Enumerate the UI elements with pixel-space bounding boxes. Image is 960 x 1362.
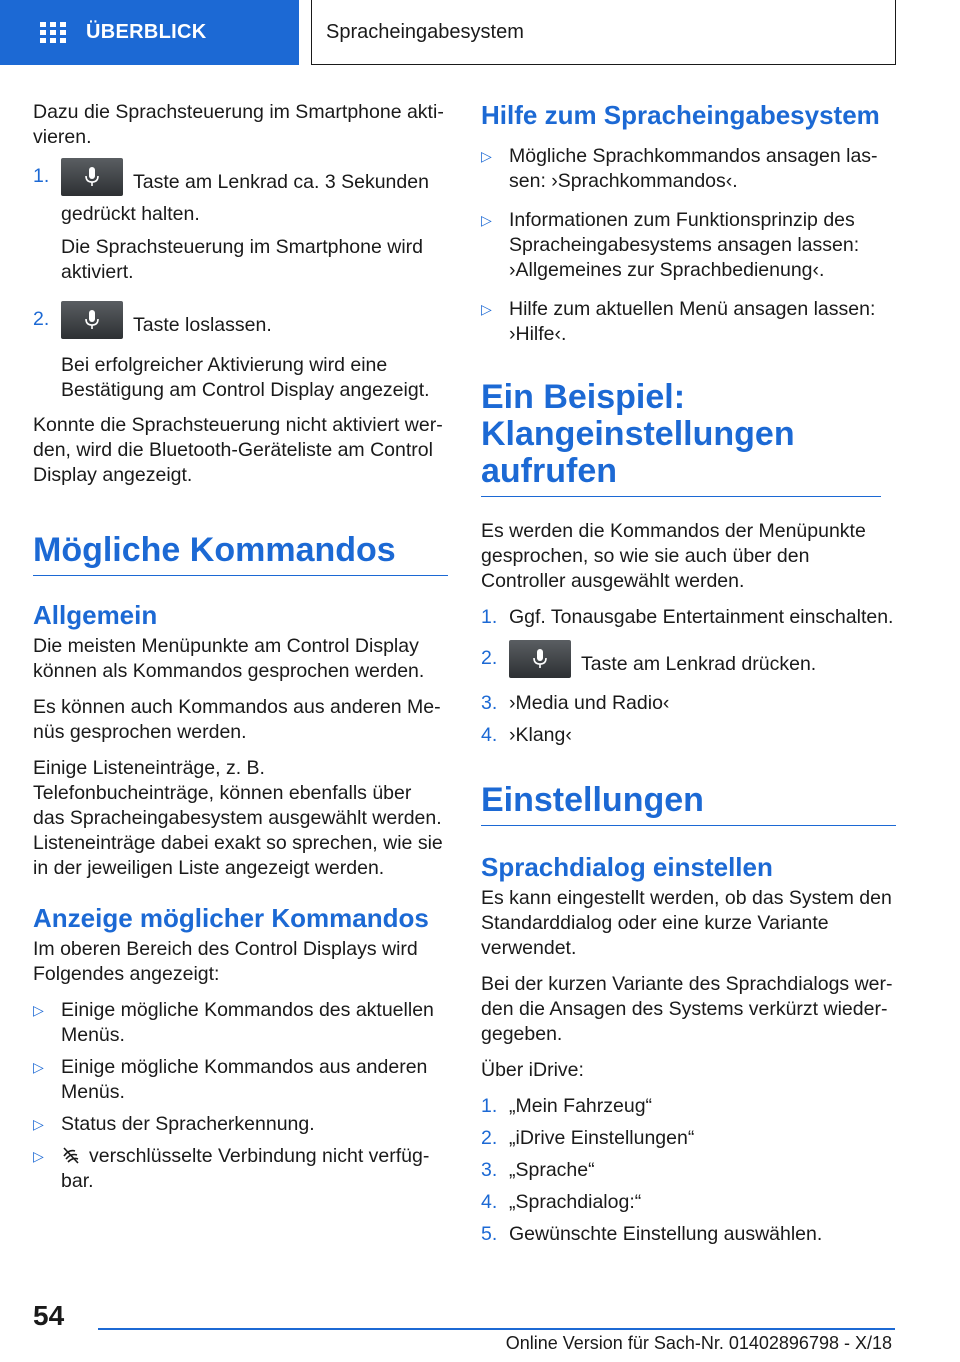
step-number: 1. (481, 1095, 498, 1117)
list-item (481, 1190, 896, 1215)
bullet-text: Hilfe zum aktuellen Menü ansagen lassen: ›Hilfe‹. (509, 298, 876, 345)
step-text: „Sprache“ (509, 1159, 595, 1181)
overview-tab-label: ÜBERBLICK (86, 21, 207, 43)
list-item (33, 307, 448, 403)
general-text-2: Es können auch Kommandos aus anderen Menüs gesprochen werden. (33, 696, 441, 743)
list-item (481, 297, 896, 347)
mic-key-icon (61, 301, 123, 339)
footer-text: Online Version für Sach-Nr. 01402896798 - X/18 (505, 1333, 892, 1353)
list-item (481, 1222, 896, 1247)
step-text: „Sprachdialog:“ (509, 1191, 642, 1213)
list-item (481, 1094, 896, 1119)
help-list (481, 144, 896, 347)
step-number: 1. (481, 606, 498, 628)
heading-settings: Einstellungen (481, 782, 896, 826)
bullet-text: Einige mögliche Kommandos aus anderen Menüs. (61, 1056, 428, 1103)
triangle-bullet-icon: ▷ (481, 301, 492, 317)
intro-text: Dazu die Sprachsteuerung im Smartphone aktivieren. (33, 101, 444, 148)
note-text: Konnte die Sprachsteuerung nicht aktiviert werden, wird die Bluetooth-Geräteliste am Control Display angezeigt. (33, 414, 443, 486)
triangle-bullet-icon: ▷ (33, 1059, 44, 1075)
step-number: 1. (33, 165, 50, 187)
step-text: Ggf. Tonausgabe Entertainment einschalten. (509, 606, 894, 628)
heading-example: Ein Beispiel: Klangeinstellungen aufrufen (481, 379, 881, 497)
bullet-text: Informationen zum Funktionsprinzip des Spracheingabesystems ansagen lassen: ›Allgemeines zur Sprachbedienung‹. (509, 209, 860, 281)
display-commands-text: Im oberen Bereich des Control Displays wird Folgendes angezeigt: (33, 938, 418, 985)
step-number: 2. (481, 647, 498, 669)
step-number: 4. (481, 724, 498, 746)
section-title-box (311, 0, 896, 65)
encryption-off-icon (61, 1145, 81, 1165)
list-item (481, 144, 896, 194)
list-item (481, 1126, 896, 1151)
bullet-text: verschlüsselte Verbindung nicht verfügbar. (61, 1145, 430, 1192)
list-item (33, 1055, 448, 1105)
heading-general: Allgemein (33, 600, 158, 630)
step-number: 4. (481, 1191, 498, 1213)
list-item (481, 646, 896, 684)
list-item (33, 164, 448, 285)
mic-key-icon (509, 640, 571, 678)
list-item (481, 1158, 896, 1183)
triangle-bullet-icon: ▷ (481, 148, 492, 164)
grid-menu-icon (40, 22, 66, 44)
footer-divider (98, 1328, 895, 1330)
heading-display-commands: Anzeige möglicher Kommandos (33, 903, 429, 933)
overview-tab[interactable] (0, 0, 299, 65)
step-number: 2. (481, 1127, 498, 1149)
left-column (33, 100, 448, 1204)
step-number: 5. (481, 1223, 498, 1245)
step-text: Gewünschte Einstellung auswählen. (509, 1223, 823, 1245)
general-text-3: Einige Listeneinträge, z. B. Telefonbucheinträge, können ebenfalls über das Spracheingabesystem ausgewählt werden. Listeneinträge dabei exakt so sprechen, wie sie in der jeweiligen Liste angezeigt werden. (33, 757, 443, 879)
step-number: 2. (33, 308, 50, 330)
triangle-bullet-icon: ▷ (33, 1002, 44, 1018)
right-column (481, 100, 896, 1257)
step-result: Die Sprachsteuerung im Smartphone wird aktiviert. (61, 236, 424, 283)
display-commands-list (33, 998, 448, 1194)
settings-text-2: Bei der kurzen Variante des Sprachdialogs werden die Ansagen des Systems verkürzt wiedergegeben. (481, 973, 893, 1045)
step-text: ›Klang‹ (509, 724, 572, 746)
mic-key-icon (61, 158, 123, 196)
triangle-bullet-icon: ▷ (33, 1116, 44, 1132)
bullet-text: Einige mögliche Kommandos des aktuellen Menüs. (61, 999, 434, 1046)
step-text: Taste am Lenkrad ca. 3 Sekunden gedrückt halten. (61, 171, 429, 225)
list-item (481, 208, 896, 283)
heading-voice-dialog: Sprachdialog einstellen (481, 852, 773, 882)
list-item (33, 1144, 448, 1194)
activation-steps (33, 164, 448, 403)
settings-text-3: Über iDrive: (481, 1059, 584, 1081)
step-text: „Mein Fahrzeug“ (509, 1095, 653, 1117)
example-text: Es werden die Kommandos der Menüpunkte gesprochen, so wie sie auch über den Controller ausgewählt werden. (481, 520, 866, 592)
step-result: Bei erfolgreicher Aktivierung wird eine Bestätigung am Control Display angezeigt. (61, 354, 430, 401)
section-title: Spracheingabesystem (326, 20, 524, 43)
heading-commands: Mögliche Kommandos (33, 532, 448, 576)
triangle-bullet-icon: ▷ (33, 1148, 44, 1164)
heading-help: Hilfe zum Spracheingabesystem (481, 100, 880, 130)
settings-text-1: Es kann eingestellt werden, ob das System den Standarddialog oder eine kurze Variante verwendet. (481, 887, 892, 959)
step-text: „iDrive Einstellungen“ (509, 1127, 695, 1149)
list-item (481, 723, 896, 748)
list-item (33, 998, 448, 1048)
list-item (481, 605, 896, 630)
settings-steps (481, 1094, 896, 1247)
step-number: 3. (481, 1159, 498, 1181)
step-text: Taste am Lenkrad drücken. (581, 653, 817, 676)
step-number: 3. (481, 692, 498, 714)
example-steps (481, 605, 896, 748)
bullet-text: Mögliche Sprachkommandos ansagen lassen: ›Sprachkommandos‹. (509, 145, 878, 192)
step-text: ›Media und Radio‹ (509, 692, 670, 714)
list-item (481, 691, 896, 716)
list-item (33, 1112, 448, 1137)
bullet-text: Status der Spracherkennung. (61, 1113, 315, 1135)
general-text-1: Die meisten Menüpunkte am Control Display können als Kommandos gesprochen werden. (33, 635, 425, 682)
page-number: 54 (33, 1300, 65, 1331)
triangle-bullet-icon: ▷ (481, 212, 492, 228)
step-text: Taste loslassen. (133, 314, 272, 337)
